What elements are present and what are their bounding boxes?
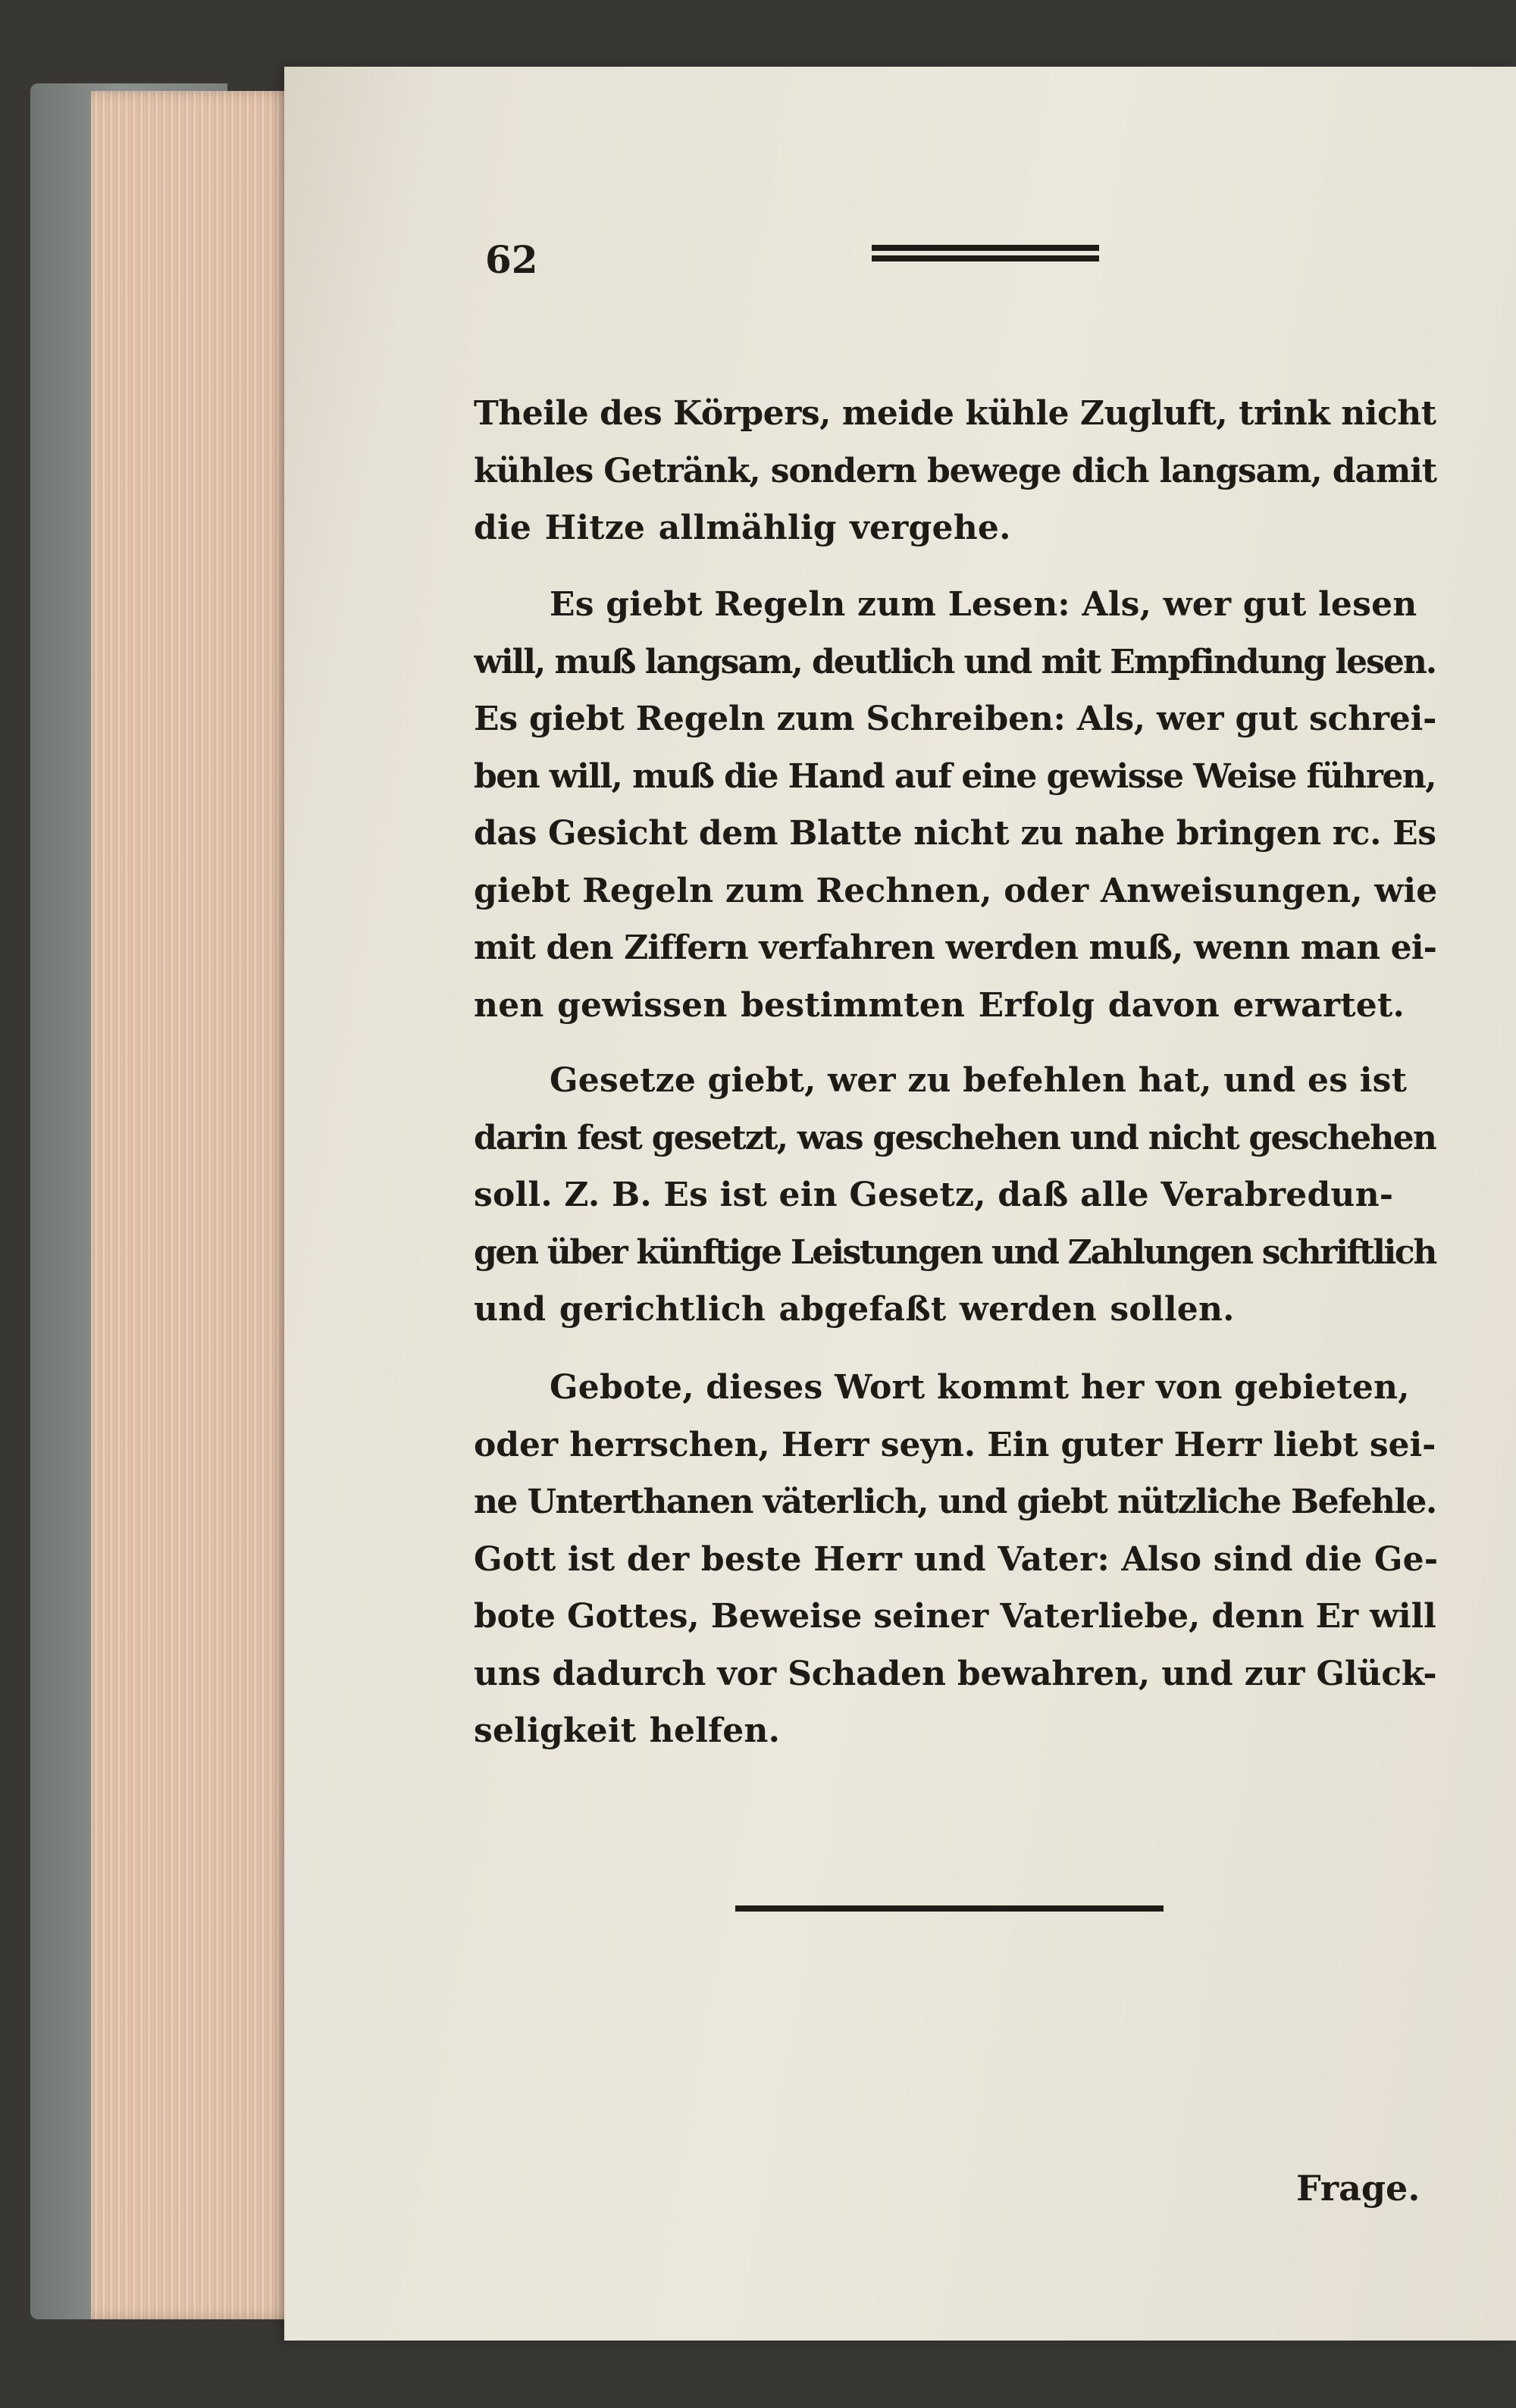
text-line: will, muß langsam, deutlich und mit Empfindung lesen. bbox=[474, 642, 1436, 681]
text-line: uns dadurch vor Schaden bewahren, und zur Glück- bbox=[474, 1654, 1437, 1693]
paragraph-1 bbox=[474, 385, 1444, 557]
section-end-rule bbox=[735, 1905, 1164, 1912]
text-line: oder herrschen, Herr seyn. Ein guter Herr liebt sei- bbox=[474, 1425, 1436, 1464]
text-line: darin fest gesetzt, was geschehen und nicht geschehen bbox=[474, 1118, 1436, 1157]
text-line: Es giebt Regeln zum Lesen: Als, wer gut lesen bbox=[550, 585, 1417, 624]
text-line: mit den Ziffern verfahren werden muß, wenn man ei- bbox=[474, 928, 1437, 967]
paragraph-2 bbox=[474, 576, 1444, 1034]
text-line: das Gesicht dem Blatte nicht zu nahe bringen rc. Es bbox=[474, 814, 1436, 853]
page-edges-stack bbox=[91, 91, 296, 2319]
text-line: die Hitze allmählig vergehe. bbox=[474, 509, 1011, 547]
text-line: bote Gottes, Beweise seiner Vaterliebe, denn Er will bbox=[474, 1597, 1436, 1636]
book-page bbox=[284, 67, 1516, 2341]
text-line: und gerichtlich abgefaßt werden sollen. bbox=[474, 1290, 1235, 1329]
text-line: giebt Regeln zum Rechnen, oder Anweisungen, wie bbox=[474, 871, 1438, 910]
text-line: gen über künftige Leistungen und Zahlungen schriftlich bbox=[474, 1232, 1436, 1272]
text-line: ben will, muß die Hand auf eine gewisse Weise führen, bbox=[474, 756, 1436, 796]
text-line: Es giebt Regeln zum Schreiben: Als, wer gut schrei- bbox=[474, 700, 1437, 738]
text-line: kühles Getränk, sondern bewege dich langsam, damit bbox=[474, 451, 1436, 490]
header-double-rule bbox=[872, 245, 1099, 268]
text-line: Theile des Körpers, meide kühle Zugluft, trink nicht bbox=[474, 394, 1436, 433]
text-line: Gott ist der beste Herr und Vater: Also sind die Ge- bbox=[474, 1539, 1439, 1579]
text-line: ne Unterthanen väterlich, und giebt nützliche Befehle. bbox=[474, 1483, 1436, 1521]
text-line: seligkeit helfen. bbox=[474, 1711, 781, 1750]
text-line: nen gewissen bestimmten Erfolg davon erwartet. bbox=[474, 985, 1405, 1025]
paragraph-3 bbox=[474, 1052, 1444, 1339]
text-line: Gesetze giebt, wer zu befehlen hat, und es ist bbox=[550, 1061, 1408, 1100]
text-line: soll. Z. B. Es ist ein Gesetz, daß alle Verabredun- bbox=[474, 1176, 1394, 1214]
text-line: Gebote, dieses Wort kommt her von gebieten, bbox=[550, 1368, 1410, 1407]
catchword: Frage. bbox=[1296, 2168, 1420, 2209]
page-number: 62 bbox=[485, 237, 538, 282]
paragraph-4 bbox=[474, 1359, 1444, 1760]
